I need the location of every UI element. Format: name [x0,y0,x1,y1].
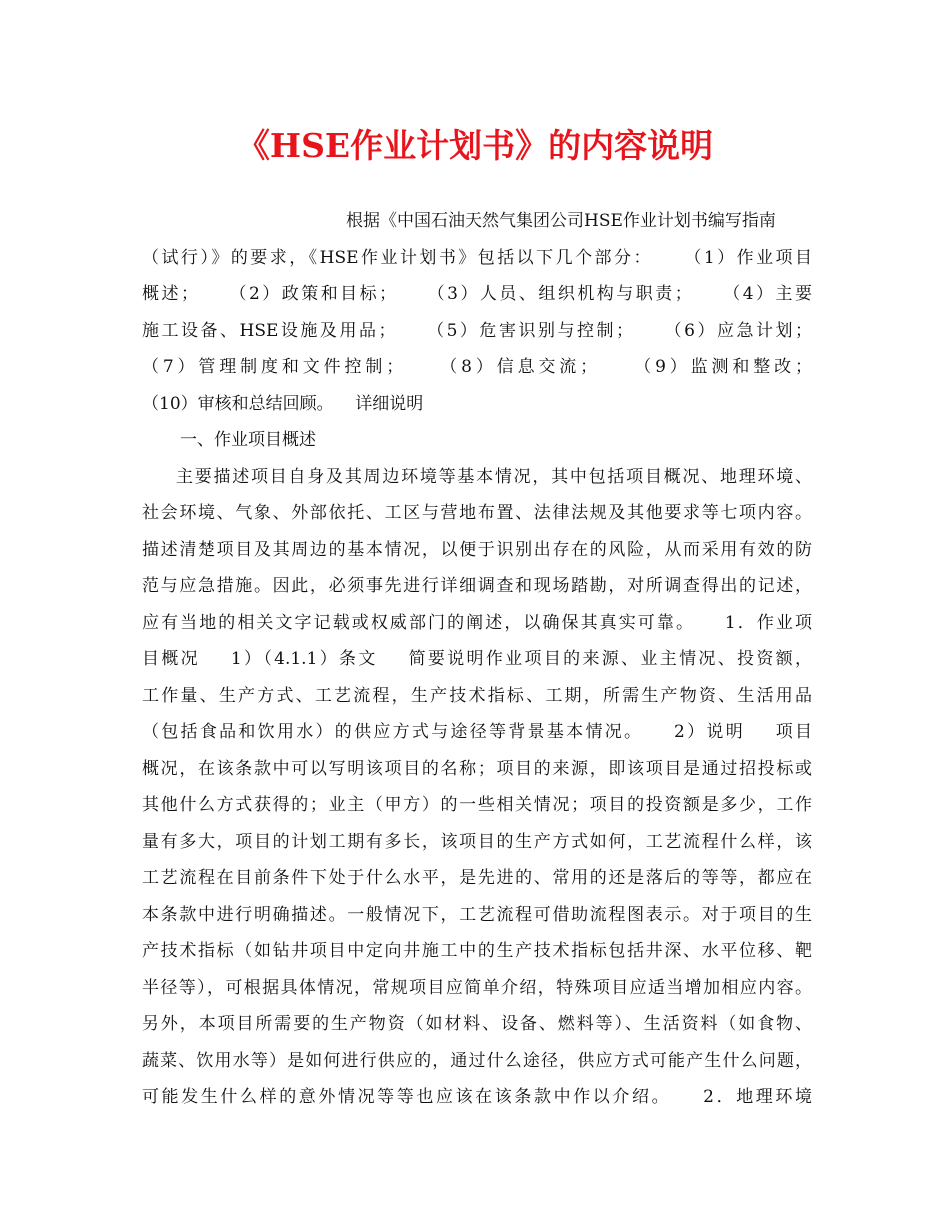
body-line: 工作量、生产方式、工艺流程，生产技术指标、工期，所需生产物资、生活用品 [142,685,812,706]
body-line: 概述； （2）政策和目标； （3）人员、组织机构与职责； （4）主要 [142,284,812,304]
body-line: 根据《中国石油天然气集团公司HSE作业计划书编写指南 [346,211,776,231]
body-line: 范与应急措施。因此，必须事先进行详细调查和现场踏勘，对所调查得出的记述， [142,576,812,596]
body-line: 半径等），可根据具体情况，常规项目应简单介绍，特殊项目应适当增加相应内容。 [142,977,812,998]
body-line: 施工设备、HSE设施及用品； （5）危害识别与控制； （6）应急计划； [142,320,812,341]
body-line: 主要描述项目自身及其周边环境等基本情况，其中包括项目概况、地理环境、 [176,466,812,487]
body-line: 量有多大，项目的计划工期有多长，该项目的生产方式如何，工艺流程什么样，该 [142,831,812,852]
body-line: 本条款中进行明确描述。一般情况下，工艺流程可借助流程图表示。对于项目的生 [142,904,812,925]
body-line: 描述清楚项目及其周边的基本情况，以便于识别出存在的风险，从而采用有效的防 [142,539,812,560]
body-line: 目概况 1）（4.1.1）条文 简要说明作业项目的来源、业主情况、投资额， [142,649,812,669]
body-line: （7）管理制度和文件控制； （8）信息交流； （9）监测和整改； [142,357,812,377]
body-line: 应有当地的相关文字记载或权威部门的阐述，以确保其真实可靠。 1．作业项 [142,612,812,633]
body-line: 工艺流程在目前条件下处于什么水平，是先进的、常用的还是落后的等等，都应在 [142,868,812,888]
section-heading: 一、作业项目概述 [180,430,316,450]
body-line: 其他什么方式获得的；业主（甲方）的一些相关情况；项目的投资额是多少，工作 [142,795,812,815]
body-line: 概况，在该条款中可以写明该项目的名称；项目的来源，即该项目是通过招投标或 [142,758,812,779]
body-line: 另外，本项目所需要的生产物资（如材料、设备、燃料等）、生活资料（如食物、 [142,1014,812,1034]
body-line: 可能发生什么样的意外情况等等也应该在该条款中作以介绍。 2．地理环境 [142,1087,812,1107]
document-body [142,203,812,1116]
body-line: （试行）》的要求，《HSE作业计划书》包括以下几个部分： （1）作业项目 [142,247,812,268]
body-line: （包括食品和饮用水）的供应方式与途径等背景基本情况。 2）说明 项目 [142,722,812,742]
document-title: 《HSE作业计划书》的内容说明 [236,126,714,165]
body-line: 社会环境、气象、外部依托、工区与营地布置、法律法规及其他要求等七项内容。 [142,503,812,523]
body-line: （10）审核和总结回顾。 详细说明 [142,393,424,414]
body-line: 蔬菜、饮用水等）是如何进行供应的，通过什么途径，供应方式可能产生什么问题， [142,1050,812,1071]
body-line: 产技术指标（如钻井项目中定向井施工中的生产技术指标包括井深、水平位移、靶 [142,941,812,961]
